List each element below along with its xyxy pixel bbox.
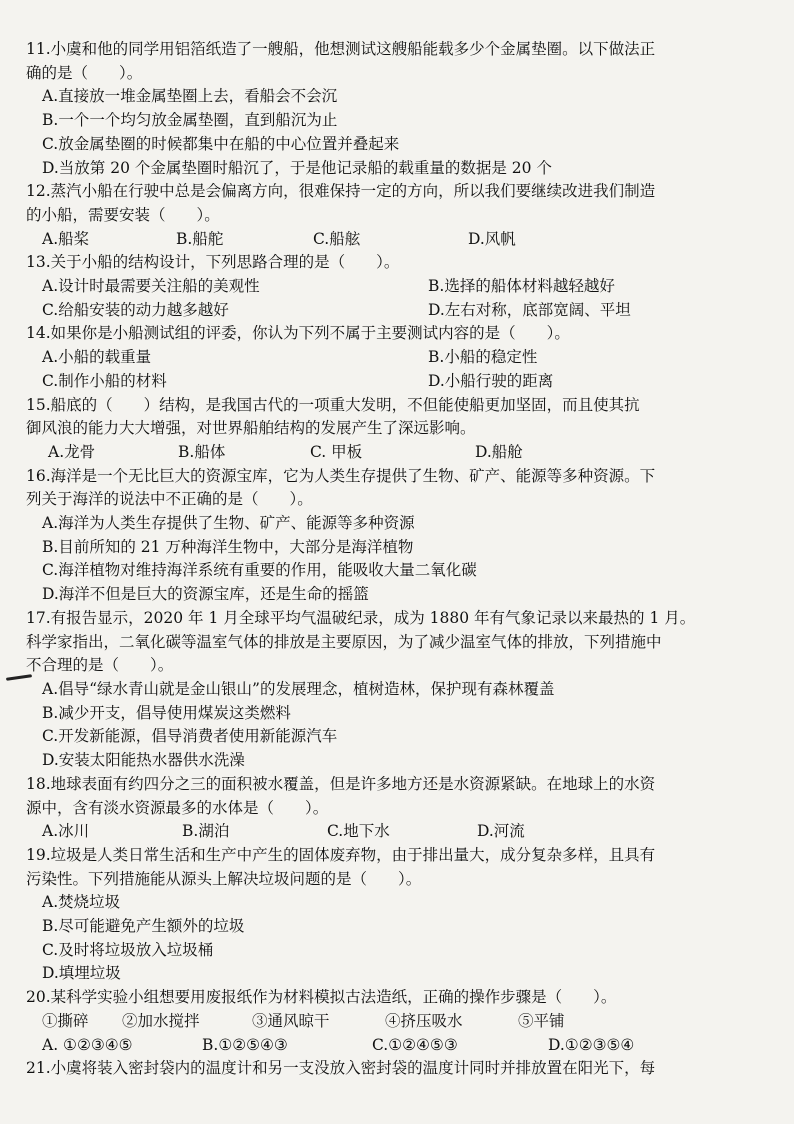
question-stem: 18.地球表面有约四分之三的面积被水覆盖，但是许多地方还是水资源紧缺。在地球上的水资	[26, 774, 656, 793]
question-stem: 的小船，需要安装（ ）。	[26, 205, 220, 224]
options-row	[26, 820, 780, 844]
option-d[interactable]: D.填埋垃圾	[42, 964, 121, 983]
options-row	[26, 228, 780, 252]
options-row	[26, 346, 780, 370]
question-18	[26, 773, 780, 844]
option-a[interactable]: A.焚烧垃圾	[42, 893, 121, 912]
option-d[interactable]: D.安装太阳能热水器供水洗澡	[42, 751, 245, 770]
option-c[interactable]: C.制作小船的材料	[42, 371, 167, 390]
option-b[interactable]: B.减少开支，倡导使用煤炭这类燃料	[42, 703, 291, 722]
option-d[interactable]: D.小船行驶的距离	[428, 371, 554, 390]
steps-row	[26, 1010, 780, 1034]
option-d[interactable]: D.左右对称，底部宽阔、平坦	[428, 300, 631, 319]
option-a[interactable]: A.设计时最需要关注船的美观性	[42, 277, 260, 296]
step-item: ④挤压吸水	[385, 1011, 463, 1030]
option-a[interactable]: A.龙骨	[48, 442, 96, 461]
option-b[interactable]: B.尽可能避免产生额外的垃圾	[42, 917, 245, 936]
option-b[interactable]: B.一个一个均匀放金属垫圈，直到船沉为止	[42, 111, 338, 130]
question-17	[26, 607, 780, 773]
step-item: ③通风晾干	[252, 1011, 330, 1030]
question-14	[26, 322, 780, 393]
option-a[interactable]: A. ①②③④⑤	[42, 1035, 133, 1054]
option-b[interactable]: B.船体	[178, 442, 226, 461]
question-stem: 16.海洋是一个无比巨大的资源宝库，它为人类生存提供了生物、矿产、能源等多种资源。下	[26, 466, 656, 485]
option-b[interactable]: B.小船的稳定性	[428, 348, 538, 367]
question-13	[26, 251, 780, 322]
option-d[interactable]: D.风帆	[468, 229, 516, 248]
question-stem: 污染性。下列措施能从源头上解决垃圾问题的是（ ）。	[26, 869, 422, 888]
question-stem: 12.蒸汽小船在行驶中总是会偏离方向，很难保持一定的方向，所以我们要继续改进我们制造	[26, 182, 656, 201]
question-stem: 13.关于小船的结构设计，下列思路合理的是（ ）。	[26, 253, 400, 272]
question-stem: 源中，含有淡水资源最多的水体是（ ）。	[26, 798, 329, 817]
question-stem: 21.小虞将装入密封袋内的温度计和另一支没放入密封袋的温度计同时并排放置在阳光下，每	[26, 1059, 656, 1078]
step-item: ②加水搅拌	[122, 1011, 200, 1030]
question-stem: 列关于海洋的说法中不正确的是（ ）。	[26, 490, 313, 509]
option-c[interactable]: C.海洋植物对维持海洋系统有重要的作用，能吸收大量二氧化碳	[42, 561, 477, 580]
option-d[interactable]: D.船舱	[475, 442, 523, 461]
options-row	[26, 299, 780, 323]
option-c[interactable]: C.开发新能源，倡导消费者使用新能源汽车	[42, 727, 338, 746]
options-row	[26, 1034, 780, 1058]
question-stem: 20.某科学实验小组想要用废报纸作为材料模拟古法造纸，正确的操作步骤是（ ）。	[26, 988, 617, 1007]
option-a[interactable]: A.海洋为人类生存提供了生物、矿产、能源等多种资源	[42, 514, 415, 533]
question-16	[26, 465, 780, 607]
option-a[interactable]: A.直接放一堆金属垫圈上去，看船会不会沉	[42, 87, 338, 106]
question-stem: 19.垃圾是人类日常生活和生产中产生的固体废弃物，由于排出量大，成分复杂多样，且具有	[26, 845, 656, 864]
option-a[interactable]: A.小船的载重量	[42, 348, 152, 367]
option-a[interactable]: A.倡导“绿水青山就是金山银山”的发展理念，植树造林，保护现有森林覆盖	[42, 679, 555, 698]
step-item: ①撕碎	[42, 1011, 89, 1030]
step-item: ⑤平铺	[518, 1011, 565, 1030]
option-c[interactable]: C.①②④⑤③	[372, 1035, 458, 1054]
question-stem: 11.小虞和他的同学用铝箔纸造了一艘船，他想测试这艘船能载多少个金属垫圈。以下做法正	[26, 40, 656, 58]
question-20	[26, 986, 780, 1057]
option-c[interactable]: C.给船安装的动力越多越好	[42, 300, 229, 319]
question-21	[26, 1057, 780, 1081]
option-c[interactable]: C. 甲板	[310, 442, 363, 461]
question-19	[26, 844, 780, 986]
options-row	[26, 441, 780, 465]
question-12	[26, 180, 780, 251]
question-11	[26, 38, 780, 180]
question-stem: 14.如果你是小船测试组的评委，你认为下列不属于主要测试内容的是（ ）。	[26, 324, 570, 343]
question-stem: 科学家指出，二氧化碳等温室气体的排放是主要原因，为了减少温室气体的排放，下列措施中	[26, 632, 662, 651]
question-stem: 御风浪的能力大大增强，对世界船舶结构的发展产生了深远影响。	[26, 419, 476, 438]
options-row	[26, 370, 780, 394]
option-d[interactable]: D.海洋不但是巨大的资源宝库，还是生命的摇篮	[42, 585, 369, 604]
option-d[interactable]: D.河流	[477, 822, 525, 841]
option-b[interactable]: B.湖泊	[182, 822, 230, 841]
question-stem: 17.有报告显示，2020 年 1 月全球平均气温破纪录，成为 1880 年有气象记录以来最热的 1 月。	[26, 608, 696, 627]
question-stem: 15.船底的（ ）结构，是我国古代的一项重大发明，不但能使船更加坚固，而且使其抗	[26, 395, 640, 414]
option-b[interactable]: B.船舵	[176, 229, 224, 248]
options-row	[26, 275, 780, 299]
option-d[interactable]: D.当放第 20 个金属垫圈时船沉了，于是他记录船的载重量的数据是 20 个	[42, 158, 552, 177]
option-d[interactable]: D.①②③⑤④	[548, 1035, 635, 1054]
option-b[interactable]: B.选择的船体材料越轻越好	[428, 277, 615, 296]
option-b[interactable]: B.目前所知的 21 万种海洋生物中，大部分是海洋植物	[42, 537, 414, 556]
option-b[interactable]: B.①②⑤④③	[202, 1035, 288, 1054]
option-a[interactable]: A.船桨	[42, 229, 90, 248]
option-a[interactable]: A.冰川	[42, 822, 90, 841]
question-stem: 不合理的是（ ）。	[26, 656, 174, 675]
option-c[interactable]: C.地下水	[327, 822, 390, 841]
option-c[interactable]: C.放金属垫圈的时候都集中在船的中心位置并叠起来	[42, 134, 400, 153]
question-stem: 确的是（ ）。	[26, 63, 143, 82]
option-c[interactable]: C.船舷	[313, 229, 361, 248]
option-c[interactable]: C.及时将垃圾放入垃圾桶	[42, 940, 214, 959]
question-15	[26, 394, 780, 465]
